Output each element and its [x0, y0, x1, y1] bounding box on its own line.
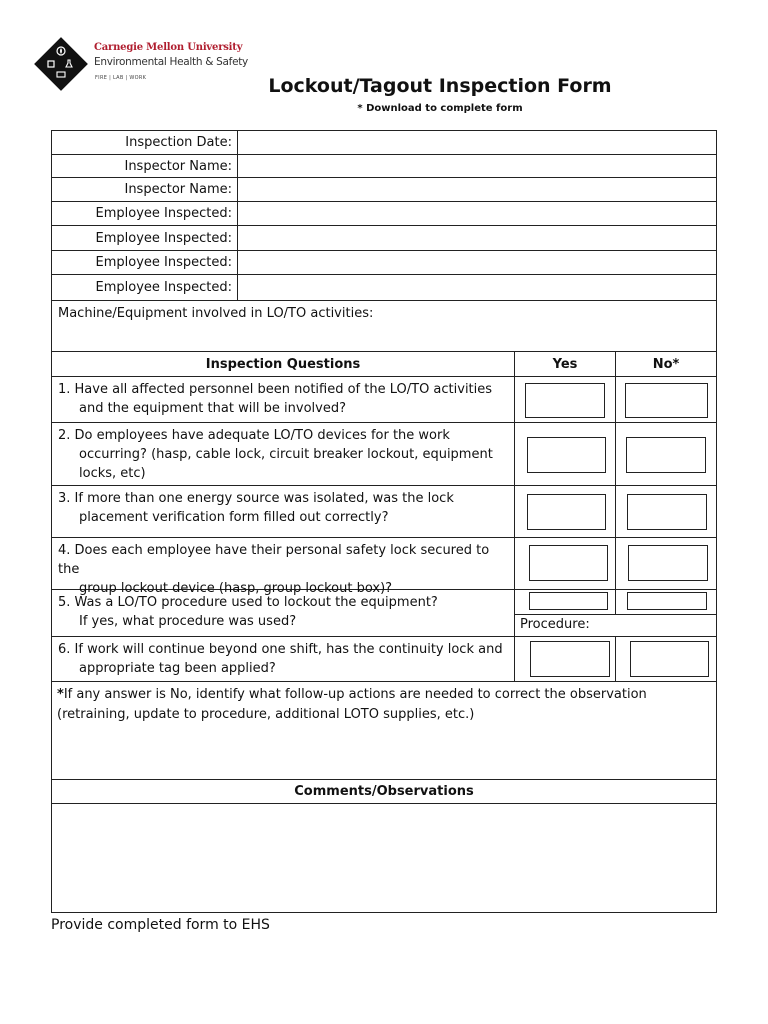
question-line: If yes, what procedure was used? — [79, 614, 297, 629]
field-label: Employee Inspected: — [52, 202, 238, 225]
comments-header: Comments/Observations — [294, 784, 474, 799]
inspector-name-input-1[interactable] — [238, 155, 716, 177]
question-line: 5. Was a LO/TO procedure used to lockout the equipment? — [58, 595, 438, 610]
question-row — [52, 423, 716, 486]
employee-inspected-input-1[interactable] — [238, 202, 716, 225]
field-label: Employee Inspected: — [52, 226, 238, 250]
footer-note: Provide completed form to EHS — [51, 917, 270, 933]
yes-cell — [515, 538, 616, 589]
ehs-diamond-icon — [33, 36, 89, 92]
field-row-inspector-name-2 — [52, 178, 716, 202]
q1-no-checkbox[interactable] — [625, 383, 708, 418]
question-text — [52, 486, 515, 537]
question-line: 4. Does each employee have their personal safety lock secured to the — [58, 543, 490, 577]
q2-yes-checkbox[interactable] — [527, 437, 606, 473]
q6-yes-checkbox[interactable] — [530, 641, 610, 677]
question-row — [52, 637, 716, 682]
q2-no-checkbox[interactable] — [626, 437, 706, 473]
question-line: placement verification form filled out correctly? — [79, 510, 389, 525]
yes-cell — [515, 377, 616, 422]
yes-cell — [515, 637, 616, 681]
no-cell — [616, 423, 716, 485]
org-tagline: FIRE | LAB | WORK — [95, 75, 147, 81]
q5-no-checkbox[interactable] — [627, 592, 707, 610]
field-label: Inspector Name: — [52, 178, 238, 201]
yes-cell — [515, 423, 616, 485]
org-name: Carnegie Mellon University — [94, 42, 243, 53]
comments-area[interactable] — [52, 804, 716, 912]
yes-header: Yes — [515, 352, 616, 376]
employee-inspected-input-2[interactable] — [238, 226, 716, 250]
no-cell — [616, 377, 716, 422]
question-line: group lockout device (hasp, group lockout box)? — [79, 581, 393, 596]
inspection-date-input[interactable] — [238, 131, 716, 154]
inspector-name-input-2[interactable] — [238, 178, 716, 201]
no-cell — [616, 538, 716, 589]
followup-text — [52, 682, 716, 779]
question-line: 1. Have all affected personnel been notified of the LO/TO activities — [58, 382, 493, 397]
question-row — [52, 538, 716, 596]
question-line: 3. If more than one energy source was isolated, was the lock — [58, 491, 454, 506]
q4-yes-checkbox[interactable] — [529, 545, 608, 581]
employee-inspected-input-4[interactable] — [238, 275, 716, 300]
comments-header-row — [52, 780, 716, 804]
question-line: appropriate tag been applied? — [79, 661, 276, 676]
question-row — [52, 377, 716, 423]
question-line: locks, etc) — [79, 466, 146, 481]
followup-row[interactable] — [52, 682, 716, 780]
question-text — [52, 637, 515, 681]
question-line: occurring? (hasp, cable lock, circuit breaker lockout, equipment — [79, 447, 493, 462]
q5-yes-checkbox[interactable] — [529, 592, 608, 610]
questions-header-row — [52, 352, 716, 377]
field-label: Employee Inspected: — [52, 275, 238, 300]
question-line: 6. If work will continue beyond one shift, has the continuity lock and — [58, 642, 503, 657]
no-cell — [616, 590, 716, 614]
question-text — [52, 538, 515, 596]
question-row — [52, 486, 716, 538]
question-line: and the equipment that will be involved? — [79, 401, 347, 416]
followup-star: * — [57, 687, 64, 702]
question-text — [52, 423, 515, 485]
followup-instructions: If any answer is No, identify what follow-up actions are needed to correct the observation (retraining, update to procedure, additional LOTO supplies, etc.) — [57, 687, 647, 722]
yes-cell — [515, 486, 616, 537]
page-title: Lockout/Tagout Inspection Form — [268, 75, 612, 97]
employee-inspected-input-3[interactable] — [238, 251, 716, 274]
questions-header: Inspection Questions — [52, 352, 515, 376]
field-label: Employee Inspected: — [52, 251, 238, 274]
field-row-employee-2 — [52, 226, 716, 251]
procedure-label: Procedure: — [520, 617, 590, 632]
inspection-form — [51, 130, 717, 913]
comments-input[interactable] — [52, 804, 716, 912]
machine-equipment-label: Machine/Equipment involved in LO/TO activities: — [58, 306, 374, 321]
no-cell — [616, 486, 716, 537]
no-cell — [616, 637, 716, 681]
field-row-employee-3 — [52, 251, 716, 275]
field-row-inspector-name-1 — [52, 155, 716, 178]
page-subtitle: * Download to complete form — [357, 103, 523, 114]
field-row-employee-1 — [52, 202, 716, 226]
org-department: Environmental Health & Safety — [94, 56, 248, 68]
machine-equipment-row[interactable] — [52, 301, 716, 352]
q4-no-checkbox[interactable] — [628, 545, 708, 581]
no-header: No* — [652, 356, 680, 372]
q5-answer-area — [515, 590, 716, 636]
field-label: Inspection Date: — [52, 131, 238, 154]
yes-cell — [515, 590, 616, 614]
question-text — [52, 590, 515, 636]
cmu-ehs-logo — [33, 36, 248, 96]
field-row-employee-4 — [52, 275, 716, 301]
q3-no-checkbox[interactable] — [627, 494, 707, 530]
q6-no-checkbox[interactable] — [630, 641, 709, 677]
question-line: 2. Do employees have adequate LO/TO devices for the work — [58, 428, 450, 443]
question-row — [52, 590, 716, 637]
q3-yes-checkbox[interactable] — [527, 494, 606, 530]
q1-yes-checkbox[interactable] — [525, 383, 605, 418]
field-row-inspection-date — [52, 131, 716, 155]
field-label: Inspector Name: — [52, 155, 238, 177]
question-text — [52, 377, 515, 422]
q5-yes-no-row — [515, 590, 716, 615]
